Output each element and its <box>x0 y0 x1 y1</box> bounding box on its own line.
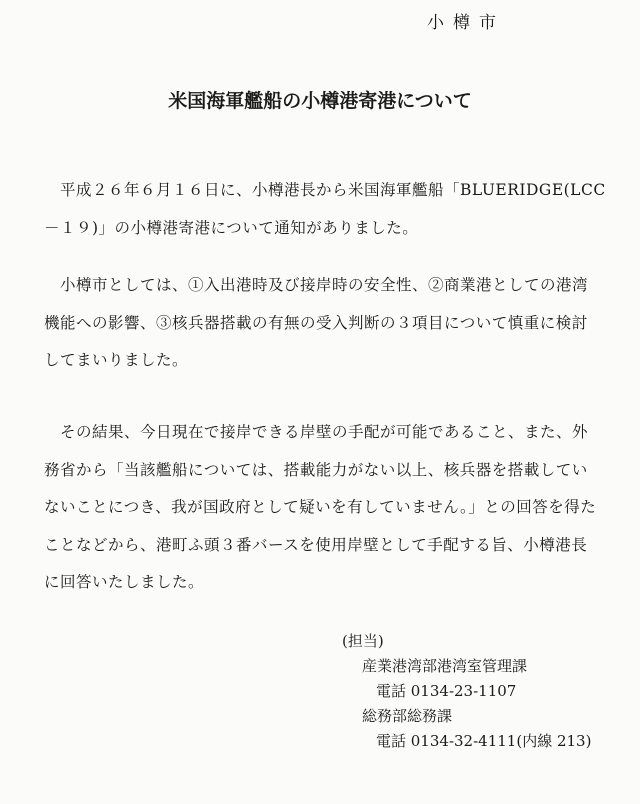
contact-department-port: 産業港湾部港湾室管理課 <box>362 657 528 675</box>
contact-department-general: 総務部総務課 <box>362 707 453 725</box>
paragraph-notification <box>44 172 604 247</box>
issuer-name: 小樽市 <box>427 13 505 33</box>
paragraph-line: 機能への影響、③核兵器搭載の有無の受入判断の３項目について慎重に検討 <box>44 313 588 332</box>
paragraph-line: 小樽市としては、①入出港時及び接岸時の安全性、②商業港としての港湾 <box>44 276 589 294</box>
paragraph-line: ないことにつき、我が国政府として疑いを有していません。」との回答を得た <box>44 498 597 516</box>
paragraph-line: ことなどから、港町ふ頭３番バースを使用岸壁として手配する旨、小樽港長 <box>44 535 588 554</box>
contact-heading: (担当) <box>342 632 384 650</box>
paragraph-line: してまいりました。 <box>44 351 189 369</box>
paragraph-line: その結果、今日現在で接岸できる岸壁の手配が可能であること、また、外 <box>44 423 589 441</box>
contact-phone-port: 電話 0134-23-1107 <box>376 682 517 700</box>
paragraph-result <box>44 414 604 602</box>
paragraph-line: －１９)」の小樽港寄港について通知がありました。 <box>44 218 419 237</box>
contact-phone-general: 電話 0134-32-4111(内線 213) <box>376 732 592 750</box>
paragraph-line: 務省から「当該艦船については、搭載能力がない以上、核兵器を搭載してい <box>44 460 588 479</box>
paragraph-review <box>44 267 604 380</box>
paragraph-line: に回答いたしました。 <box>44 573 205 591</box>
document-title: 米国海軍艦船の小樽港寄港について <box>168 90 472 112</box>
paragraph-line: 平成２６年６月１６日に、小樽港長から米国海軍艦船「BLUERIDGE(LCC <box>44 181 606 199</box>
